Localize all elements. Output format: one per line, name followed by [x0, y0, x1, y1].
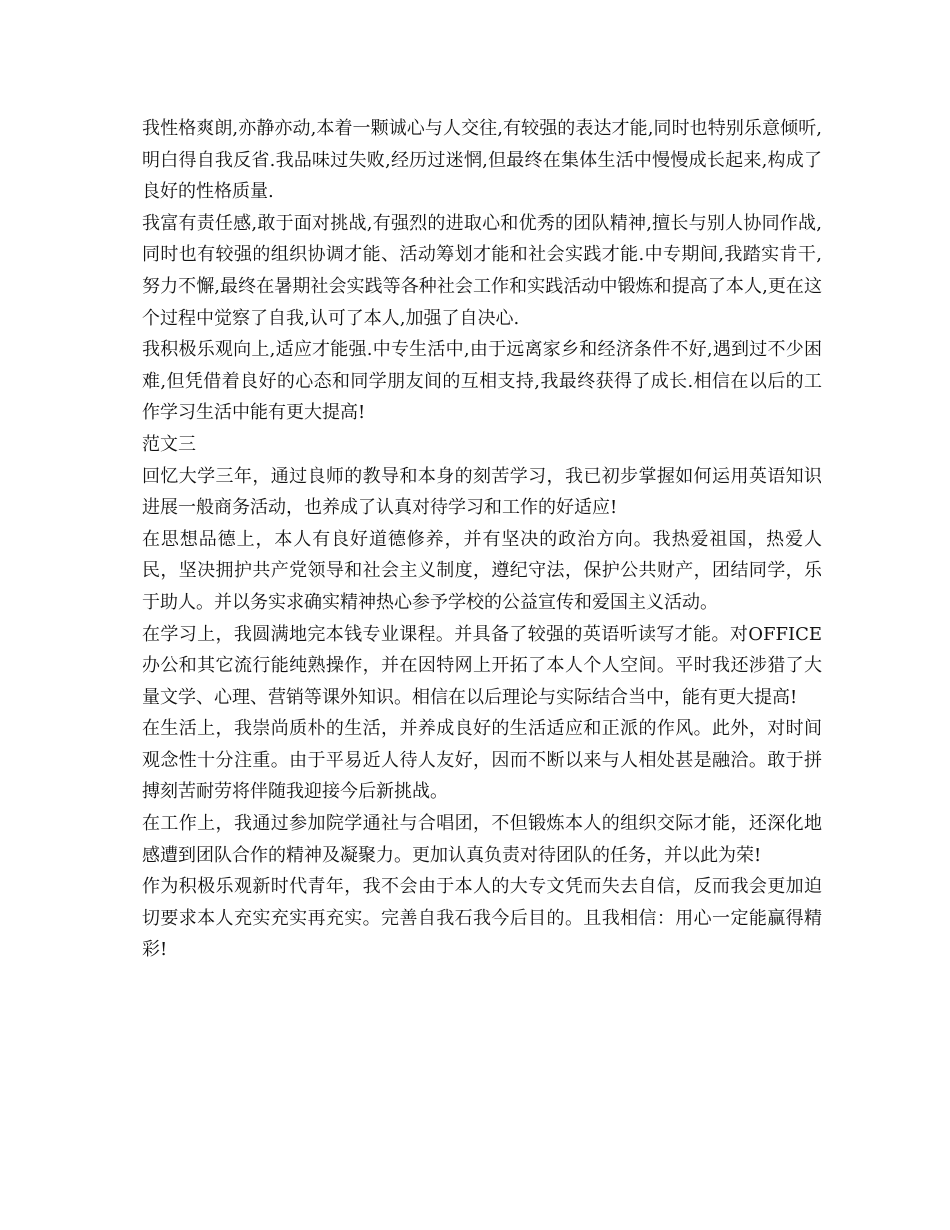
paragraph-moral-character: 在思想品德上，本人有良好道德修养，并有坚决的政治方向。我热爱祖国，热爱人民，坚决拥护共产党领导和社会主义制度，遵纪守法，保护公共财产，团结同学，乐于助人。并以务实求确实精神热心参予学校的公益宣传和爱国主义活动。 — [142, 528, 822, 613]
paragraph-conclusion: 作为积极乐观新时代青年，我不会由于本人的大专文凭而失去自信，反而我会更加迫切要求本人充实充实再充实。完善自我石我今后目的。且我相信：用心一定能赢得精彩! — [142, 876, 822, 961]
paragraph-work: 在工作上，我通过参加院学通社与合唱团，不但锻炼本人的组织交际才能，还深化地感遭到团队合作的精神及凝聚力。更加认真负责对待团队的任务，并以此为荣! — [142, 813, 822, 866]
paragraph-university-review: 回忆大学三年，通过良师的教导和本身的刻苦学习，我已初步掌握如何运用英语知识进展一般商务活动，也养成了认真对待学习和工作的好适应! — [142, 465, 822, 519]
paragraph-optimism: 我积极乐观向上,适应才能强.中专生活中,由于远离家乡和经济条件不好,遇到过不少困难,但凭借着良好的心态和同学朋友间的互相支持,我最终获得了成长.相信在以后的工作学习生活中能有更大提高! — [142, 339, 822, 424]
paragraph-responsibility: 我富有责任感,敢于面对挑战,有强烈的进取心和优秀的团队精神,擅长与别人协同作战,同时也有较强的组织协调才能、活动筹划才能和社会实践才能.中专期间,我踏实肯干,努力不懈,最终在暑期社会实践等各种社会工作和实践活动中锻炼和提高了本人,更在这个过程中觉察了自我,认可了本人,加强了自决心. — [142, 212, 822, 329]
paragraph-study: 在学习上，我圆满地完本钱专业课程。并具备了较强的英语听读写才能。对OFFICE办公和其它流行能纯熟操作，并在因特网上开拓了本人个人空间。平时我还涉猎了大量文学、心理、营销等课外知识。相信在以后理论与实际结合当中，能有更大提高! — [142, 623, 822, 708]
section-heading-sample-three: 范文三 — [142, 433, 196, 455]
document-body — [142, 113, 822, 966]
paragraph-life: 在生活上，我崇尚质朴的生活，并养成良好的生活适应和正派的作风。此外，对时间观念性十分注重。由于平易近人待人友好，因而不断以来与人相处甚是融洽。敢于拼搏刻苦耐劳将伴随我迎接今后新挑战。 — [142, 718, 822, 803]
paragraph-personality: 我性格爽朗,亦静亦动,本着一颗诚心与人交往,有较强的表达才能,同时也特别乐意倾听,明白得自我反省.我品味过失败,经历过迷惘,但最终在集体生活中慢慢成长起来,构成了良好的性格质量. — [142, 118, 822, 203]
